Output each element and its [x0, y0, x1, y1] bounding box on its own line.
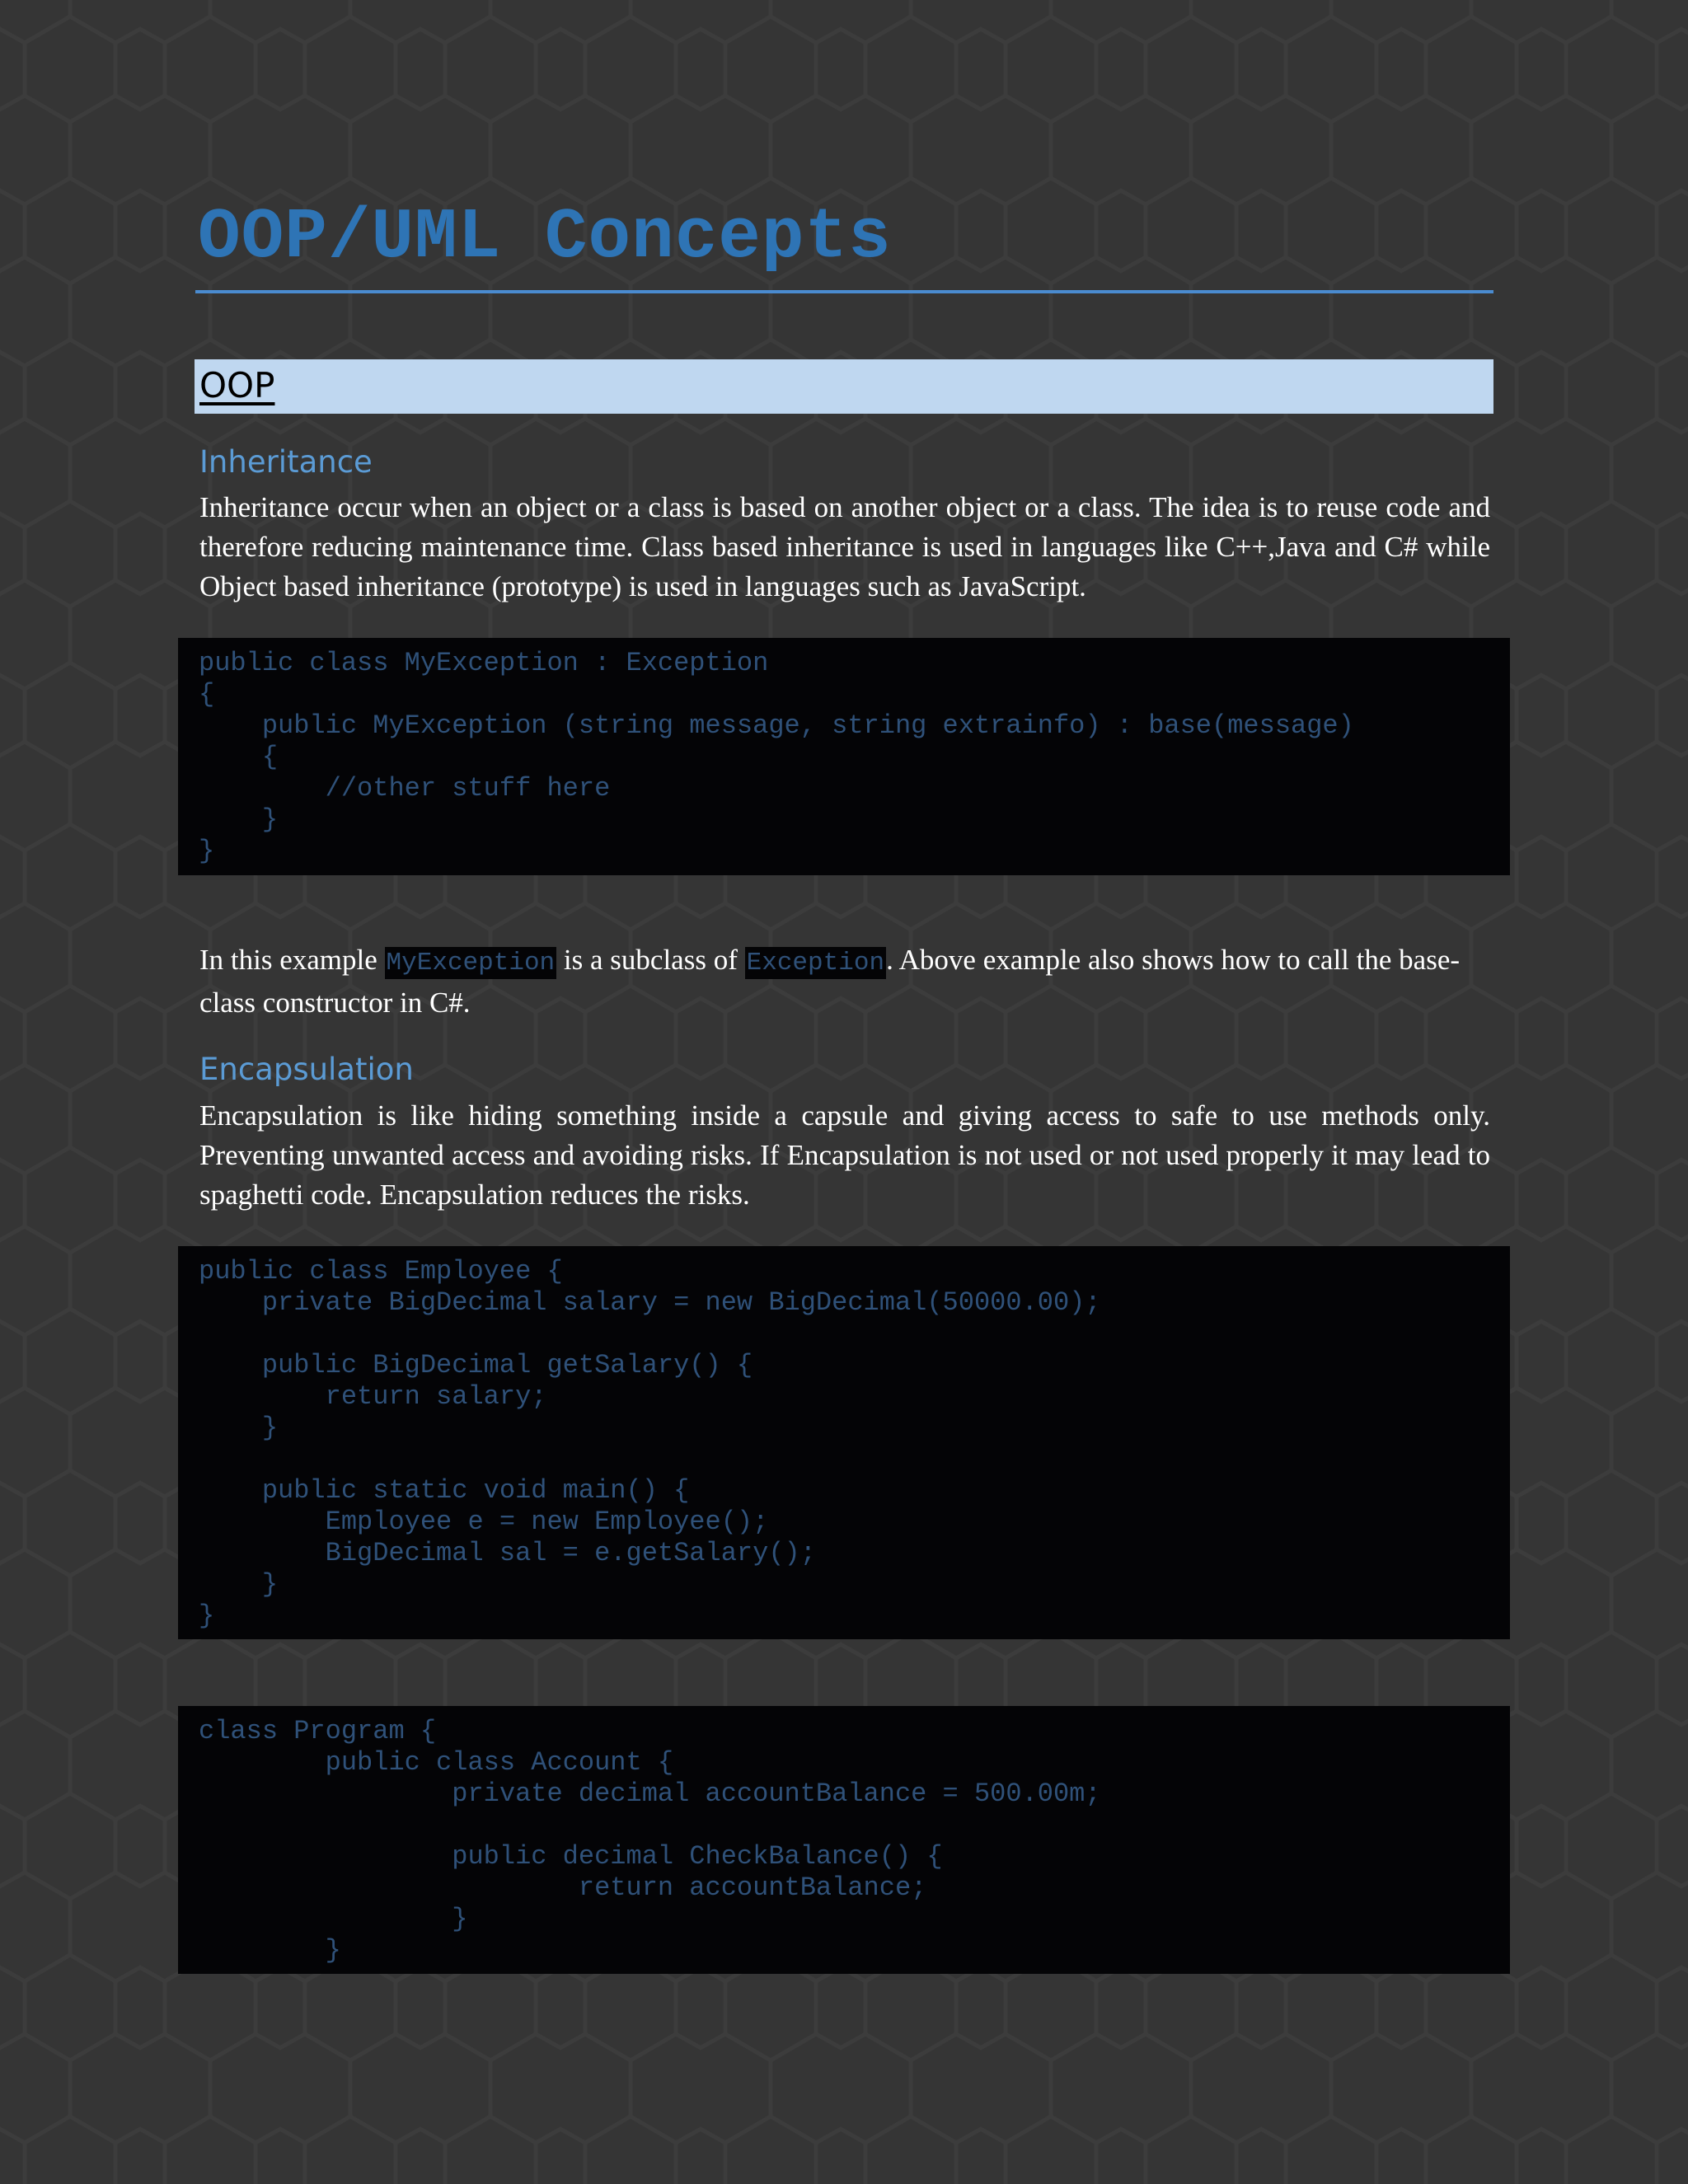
code-line — [199, 1319, 1510, 1350]
example-text-middle: is a subclass of — [556, 944, 745, 976]
code-line: Employee e = new Employee(); — [199, 1507, 769, 1537]
encapsulation-heading: Encapsulation — [199, 1052, 414, 1087]
code-line: { — [199, 742, 279, 772]
code-line: public MyException (string message, string extrainfo) : base(message) — [199, 710, 1354, 741]
code-line: } — [199, 1569, 279, 1600]
section-heading-oop: OOP — [199, 365, 275, 405]
code-line: private BigDecimal salary = new BigDecimal(50000.00); — [199, 1287, 1101, 1318]
code-line: public static void main() { — [199, 1475, 690, 1506]
encapsulation-csharp-code-block — [178, 1706, 1510, 1974]
code-line: private decimal accountBalance = 500.00m; — [199, 1779, 1101, 1809]
code-line: class Program { — [199, 1716, 437, 1746]
code-line: return salary; — [199, 1381, 547, 1412]
title-underline — [195, 290, 1493, 293]
inheritance-example-paragraph — [199, 940, 1490, 1023]
inheritance-heading: Inheritance — [199, 444, 373, 480]
code-line: public class Employee { — [199, 1256, 563, 1286]
inline-code-exception: Exception — [746, 949, 885, 977]
code-line: public BigDecimal getSalary() { — [199, 1350, 753, 1380]
code-line: } — [199, 804, 279, 835]
code-line: } — [199, 1904, 468, 1934]
inheritance-code-block — [178, 638, 1510, 875]
inheritance-paragraph: Inheritance occur when an object or a class is based on another object or a class. The idea is to reuse code and therefore reducing maintenance time. Class based inheritance is used in languages like C++,Java and C# while Object based inheritance (prototype) is used in languages such as JavaScript. — [199, 491, 1490, 602]
example-text-suffix: . Above example also shows how to call the base-class constructor in C#. — [199, 944, 1461, 1019]
example-text-prefix: In this example — [199, 944, 385, 976]
code-line: public decimal CheckBalance() { — [199, 1841, 943, 1872]
inline-code-myexception: MyException — [386, 949, 556, 977]
code-line: } — [199, 836, 215, 866]
code-line — [199, 1810, 1510, 1841]
code-line: //other stuff here — [199, 773, 611, 804]
encapsulation-paragraph: Encapsulation is like hiding something inside a capsule and giving access to safe to use methods only. Preventing unwanted access and avoiding risks. If Encapsulation is not used or not used properly it may lead to spaghetti code. Encapsulation reduces the risks. — [199, 1099, 1490, 1211]
code-line: BigDecimal sal = e.getSalary(); — [199, 1538, 816, 1568]
code-line: } — [199, 1601, 215, 1631]
encapsulation-java-code-block — [178, 1246, 1510, 1639]
code-line — [199, 1444, 1510, 1475]
document-title: OOP/UML Concepts — [198, 197, 892, 278]
code-line: { — [199, 679, 215, 710]
section-header-bar — [195, 359, 1493, 414]
code-line: public class MyException : Exception — [199, 648, 769, 678]
code-line: } — [199, 1935, 341, 1966]
code-line: public class Account { — [199, 1747, 674, 1778]
code-line: } — [199, 1413, 279, 1443]
code-line: return accountBalance; — [199, 1872, 927, 1903]
